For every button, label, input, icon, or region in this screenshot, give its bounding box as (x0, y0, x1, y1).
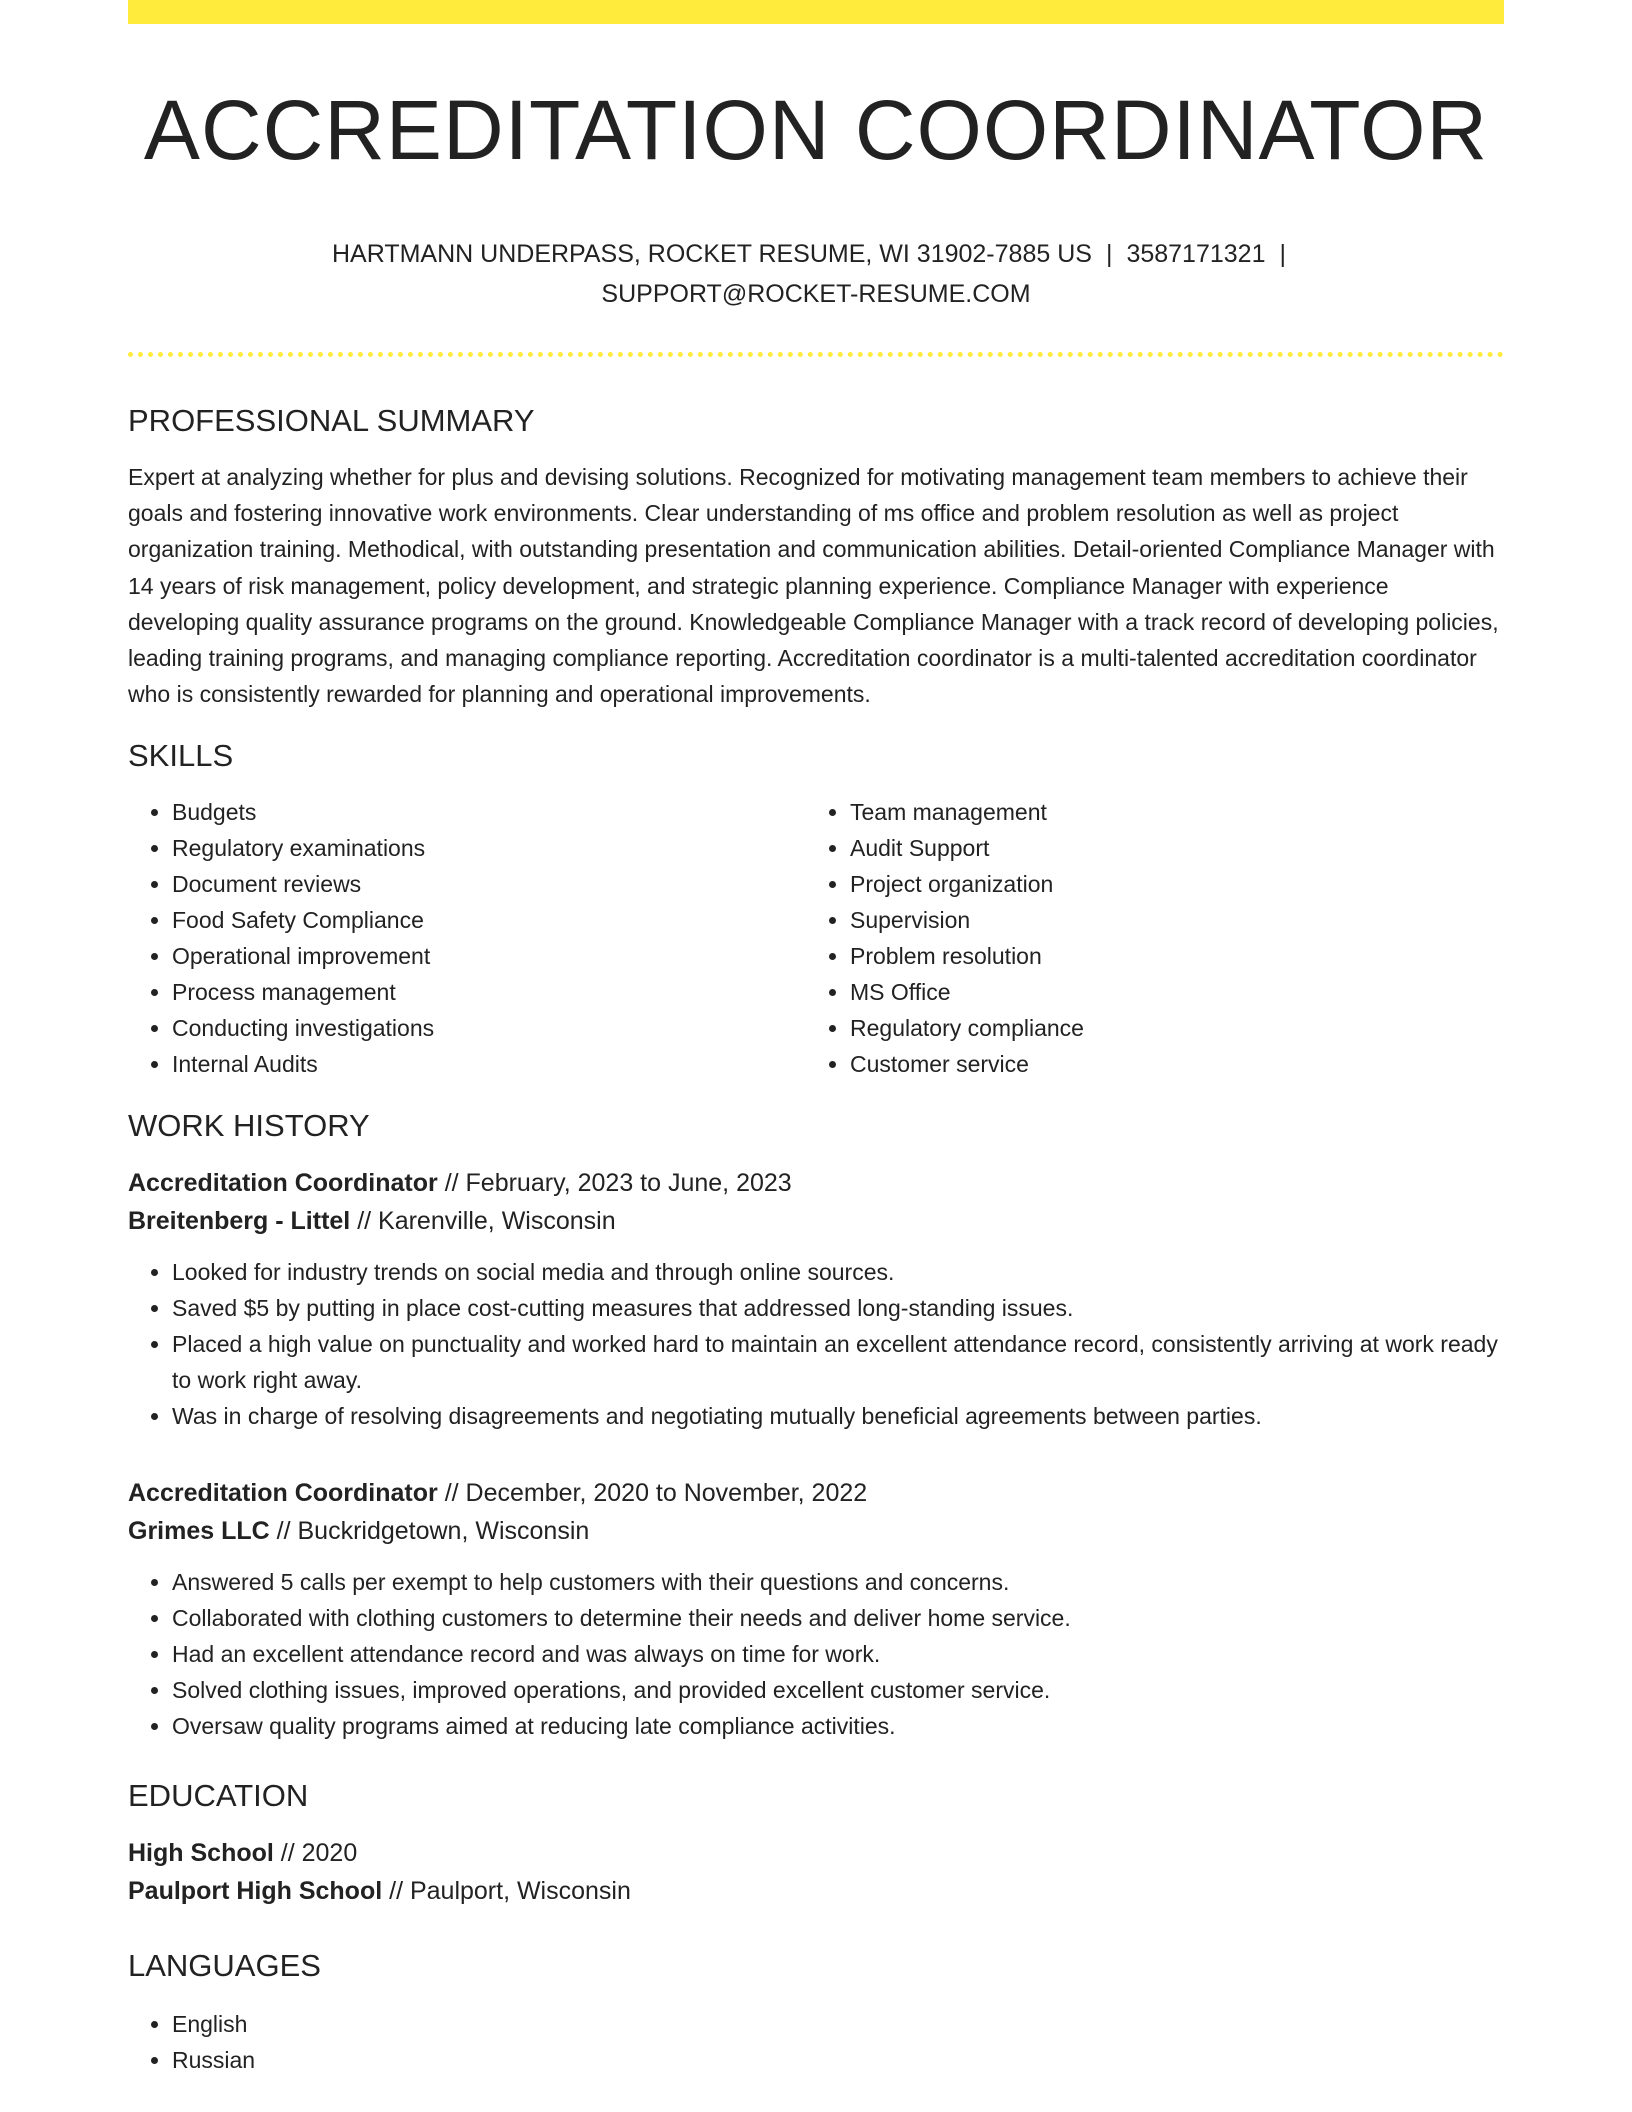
language-item: • Russian (172, 2042, 1504, 2078)
contact-separator: | (1105, 240, 1113, 268)
job-entry (128, 1164, 1504, 1434)
job-company-line (128, 1202, 1504, 1240)
education-school: Paulport High School (128, 1877, 383, 1906)
job-location: // Buckridgetown, Wisconsin (269, 1517, 590, 1546)
job-bullets (128, 1564, 1504, 1744)
skill-item: • Document reviews (172, 866, 806, 902)
top-accent-bar (128, 0, 1504, 24)
section-title-languages: LANGUAGES (128, 1948, 321, 1984)
skills-list (128, 794, 1504, 1082)
section-title-education: EDUCATION (128, 1778, 309, 1814)
skill-item: • Supervision (850, 902, 1484, 938)
skill-item: • Team management (850, 794, 1484, 830)
education-location: // Paulport, Wisconsin (382, 1877, 631, 1906)
skill-item: • Project organization (850, 866, 1484, 902)
job-bullet: • Answered 5 calls per exempt to help customers with their questions and concerns. (172, 1564, 1504, 1600)
job-bullet: • Was in charge of resolving disagreements and negotiating mutually beneficial agreements between parties. (172, 1398, 1504, 1434)
email[interactable]: SUPPORT@ROCKET-RESUME.COM (601, 280, 1031, 308)
skills-column-left (128, 794, 806, 1082)
job-bullet: • Saved $5 by putting in place cost-cutting measures that addressed long-standing issues. (172, 1290, 1504, 1326)
skills-column-right (806, 794, 1484, 1082)
job-role: Accreditation Coordinator (128, 1169, 438, 1198)
phone: 3587171321 (1126, 240, 1266, 268)
job-entry (128, 1474, 1504, 1744)
job-dates: // February, 2023 to June, 2023 (437, 1169, 792, 1198)
job-bullets (128, 1254, 1504, 1434)
skill-item: • Internal Audits (172, 1046, 806, 1082)
skill-item: • Regulatory examinations (172, 830, 806, 866)
job-role-line (128, 1474, 1504, 1512)
skill-item: • Customer service (850, 1046, 1484, 1082)
education-school-line (128, 1872, 1504, 1910)
education-year: // 2020 (273, 1839, 358, 1868)
summary-text: Expert at analyzing whether for plus and devising solutions. Recognized for motivating management team members to achieve their goals and fostering innovative work environments. Clear understanding of ms office and problem resolution as well as project organization training. Methodical, with outstanding presentation and communication abilities. Detail-oriented Compliance Manager with 14 years of risk management, policy development, and strategic planning experience. Compliance Manager with experience developing quality assurance programs on the ground. Knowledgeable Compliance Manager with a track record of developing policies, leading training programs, and managing compliance reporting. Accreditation coordinator is a multi-talented accreditation coordinator who is consistently rewarded for planning and operational improvements. (128, 464, 1499, 708)
section-title-summary: PROFESSIONAL SUMMARY (128, 403, 535, 438)
job-bullet: • Looked for industry trends on social media and through online sources. (172, 1254, 1504, 1290)
job-bullet: • Oversaw quality programs aimed at reducing late compliance activities. (172, 1708, 1504, 1744)
skill-item: • Budgets (172, 794, 806, 830)
job-bullet: • Solved clothing issues, improved operations, and provided excellent customer service. (172, 1672, 1504, 1708)
education-degree: High School (128, 1839, 274, 1868)
job-company-line (128, 1512, 1504, 1550)
skill-item: • MS Office (850, 974, 1484, 1010)
contact-info (128, 234, 1504, 314)
job-company: Breitenberg - Littel (128, 1207, 351, 1236)
skill-item: • Audit Support (850, 830, 1484, 866)
skill-item: • Process management (172, 974, 806, 1010)
skill-item: • Regulatory compliance (850, 1010, 1484, 1046)
dotted-divider (128, 352, 1504, 357)
section-title-work-history: WORK HISTORY (128, 1108, 370, 1144)
skill-item: • Problem resolution (850, 938, 1484, 974)
candidate-name: ACCREDITATION COORDINATOR (143, 83, 1489, 177)
education-entry (128, 1834, 1504, 1910)
job-bullet: • Had an excellent attendance record and was always on time for work. (172, 1636, 1504, 1672)
skill-item: • Operational improvement (172, 938, 806, 974)
skill-item: • Food Safety Compliance (172, 902, 806, 938)
language-item: • English (172, 2006, 1504, 2042)
job-bullet: • Placed a high value on punctuality and worked hard to maintain an excellent attendance record, consistently arriving at work ready to work right away. (172, 1326, 1504, 1398)
job-role-line (128, 1164, 1504, 1202)
job-bullet: • Collaborated with clothing customers to determine their needs and deliver home service. (172, 1600, 1504, 1636)
job-location: // Karenville, Wisconsin (350, 1207, 616, 1236)
job-dates: // December, 2020 to November, 2022 (437, 1479, 868, 1508)
resume-content (128, 24, 1504, 2078)
section-title-skills: SKILLS (128, 738, 234, 774)
address: HARTMANN UNDERPASS, ROCKET RESUME, WI 31902-7885 US (332, 240, 1092, 268)
skill-item: • Conducting investigations (172, 1010, 806, 1046)
job-company: Grimes LLC (128, 1517, 270, 1546)
job-role: Accreditation Coordinator (128, 1479, 438, 1508)
languages-list (128, 2006, 1504, 2078)
education-degree-line (128, 1834, 1504, 1872)
contact-separator: | (1279, 240, 1286, 268)
